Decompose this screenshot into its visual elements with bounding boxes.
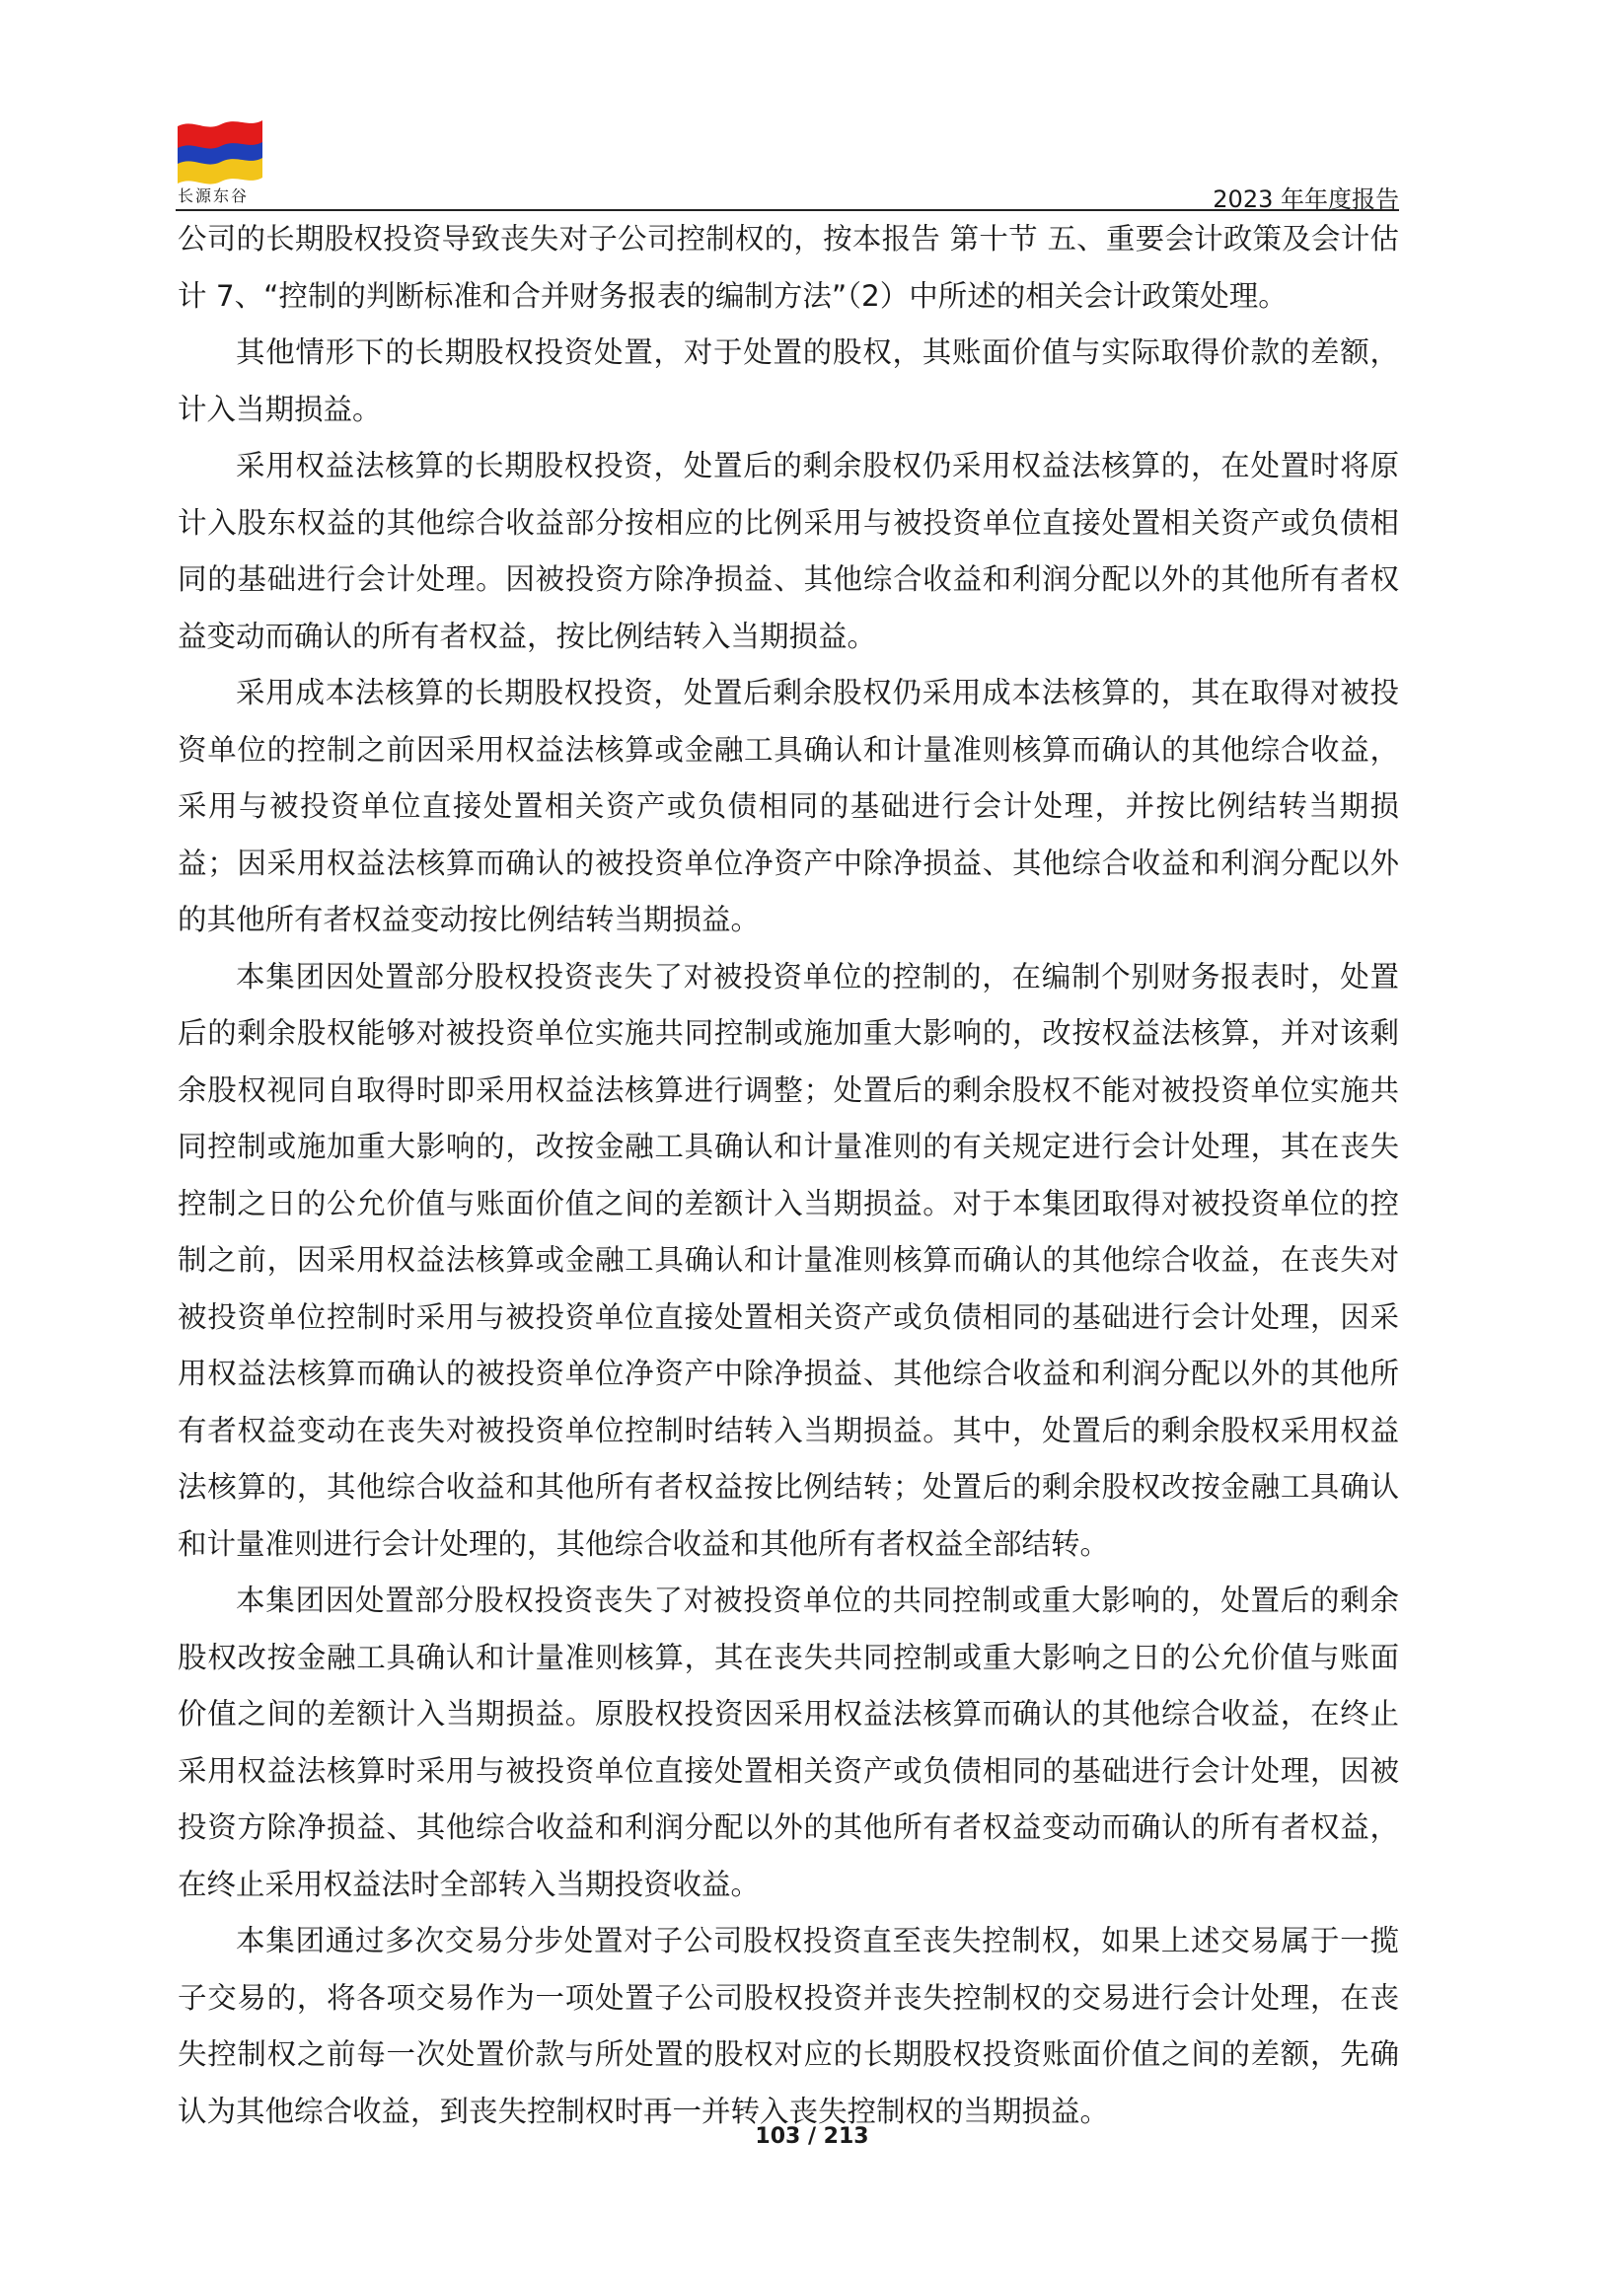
report-title: 2023 年年度报告	[1213, 185, 1399, 213]
logo-caption: 长源东谷	[178, 186, 250, 205]
paragraph: 公司的长期股权投资导致丧失对子公司控制权的，按本报告 第十节 五、重要会计政策及会计估计 7、“控制的判断标准和合并财务报表的编制方法”（2）中所述的相关会计政策处理。	[178, 222, 1399, 313]
paragraph: 本集团因处置部分股权投资丧失了对被投资单位的控制的，在编制个别财务报表时，处置后的剩余股权能够对被投资单位实施共同控制或施加重大影响的，改按权益法核算，并对该剩余股权视同自取得时即采用权益法核算进行调整；处置后的剩余股权不能对被投资单位实施共同控制或施加重大影响的，改按金融工具确认和计量准则的有关规定进行会计处理，其在丧失控制之日的公允价值与账面价值之间的差额计入当期损益。对于本集团取得对被投资单位的控制之前，因采用权益法核算或金融工具确认和计量准则核算而确认的其他综合收益，在丧失对被投资单位控制时采用与被投资单位直接处置相关资产或负债相同的基础进行会计处理，因采用权益法核算而确认的被投资单位净资产中除净损益、其他综合收益和利润分配以外的其他所有者权益变动在丧失对被投资单位控制时结转入当期损益。其中，处置后的剩余股权采用权益法核算的，其他综合收益和其他所有者权益按比例结转；处置后的剩余股权改按金融工具确认和计量准则进行会计处理的，其他综合收益和其他所有者权益全部结转。	[178, 959, 1399, 1561]
paragraph: 其他情形下的长期股权投资处置，对于处置的股权，其账面价值与实际取得价款的差额，计入当期损益。	[178, 335, 1399, 426]
paragraph: 本集团因处置部分股权投资丧失了对被投资单位的共同控制或重大影响的，处置后的剩余股权改按金融工具确认和计量准则核算，其在丧失共同控制或重大影响之日的公允价值与账面价值之间的差额计入当期损益。原股权投资因采用权益法核算而确认的其他综合收益，在终止采用权益法核算时采用与被投资单位直接处置相关资产或负债相同的基础进行会计处理，因被投资方除净损益、其他综合收益和利润分配以外的其他所有者权益变动而确认的所有者权益，在终止采用权益法时全部转入当期投资收益。	[178, 1584, 1399, 1901]
paragraph: 采用权益法核算的长期股权投资，处置后的剩余股权仍采用权益法核算的，在处置时将原计入股东权益的其他综合收益部分按相应的比例采用与被投资单位直接处置相关资产或负债相同的基础进行会计处理。因被投资方除净损益、其他综合收益和利润分配以外的其他所有者权益变动而确认的所有者权益，按比例结转入当期损益。	[178, 449, 1399, 653]
page-number: 103 / 213	[755, 2124, 869, 2149]
paragraph: 采用成本法核算的长期股权投资，处置后剩余股权仍采用成本法核算的，其在取得对被投资单位的控制之前因采用权益法核算或金融工具确认和计量准则核算而确认的其他综合收益，采用与被投资单位直接处置相关资产或负债相同的基础进行会计处理，并按比例结转当期损益；因采用权益法核算而确认的被投资单位净资产中除净损益、其他综合收益和利润分配以外的其他所有者权益变动按比例结转当期损益。	[178, 676, 1399, 936]
paragraph: 本集团通过多次交易分步处置对子公司股权投资直至丧失控制权，如果上述交易属于一揽子交易的，将各项交易作为一项处置子公司股权投资并丧失控制权的交易进行会计处理，在丧失控制权之前每一次处置价款与所处置的股权对应的长期股权投资账面价值之间的差额，先确认为其他综合收益，到丧失控制权时再一并转入丧失控制权的当期损益。	[178, 1924, 1399, 2128]
document-body	[178, 211, 1399, 2140]
